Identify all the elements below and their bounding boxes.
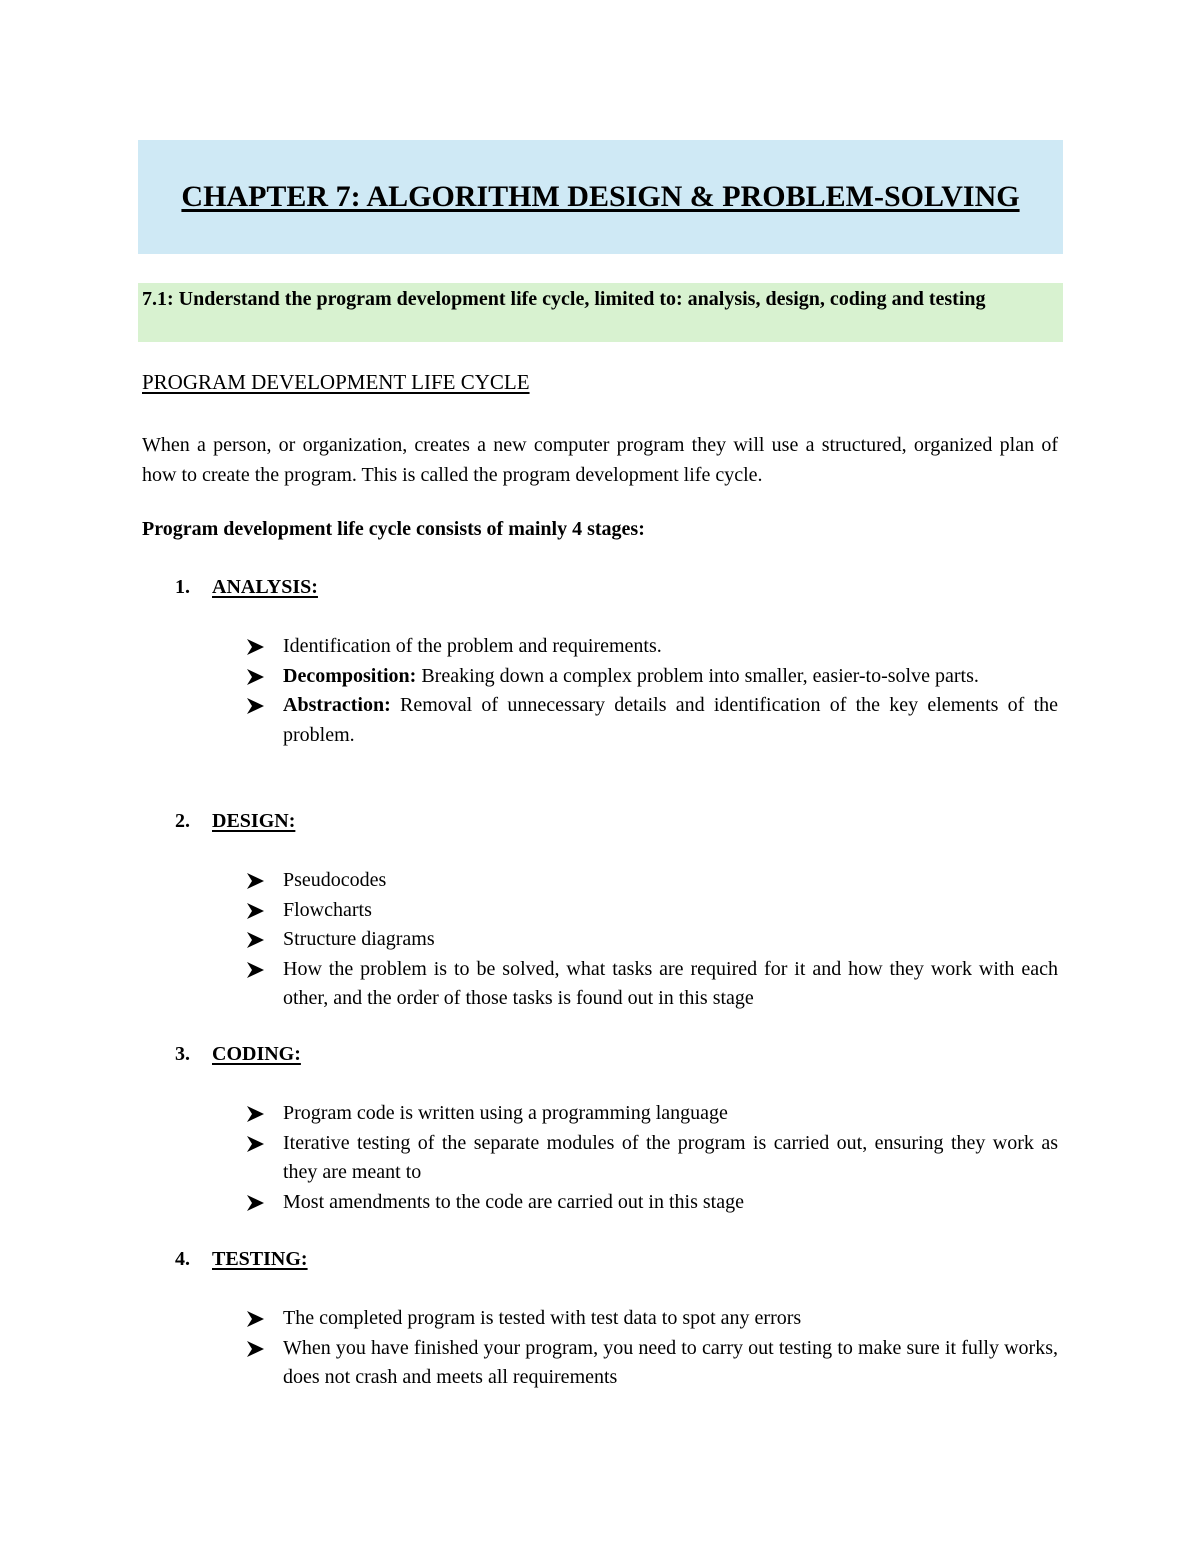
stage-number: 2. [175,810,190,832]
arrowhead-bullet-icon [246,639,264,655]
list-item [246,1188,1058,1218]
chapter-title: CHAPTER 7: ALGORITHM DESIGN & PROBLEM-SOLVING [181,180,1020,213]
chapter-title-banner [138,140,1063,254]
arrowhead-bullet-icon [246,1341,264,1357]
arrowhead-bullet-icon [246,1106,264,1122]
arrowhead-bullet-icon [246,669,264,685]
bullet-term: Abstraction: [283,694,391,716]
arrowhead-bullet-icon [246,962,264,978]
bullet-text: Removal of unnecessary details and identification of the key elements of the problem. [283,694,1058,746]
bullet-text: Program code is written using a programming language [283,1102,728,1124]
stage-heading-design [175,810,295,833]
stage-bullets-analysis [246,632,1058,750]
bullet-text: Structure diagrams [283,928,435,950]
list-item [246,662,1058,692]
stages-lead-text: Program development life cycle consists of mainly 4 stages: [142,518,645,540]
stage-heading-coding [175,1043,301,1066]
stage-title: CODING: [212,1043,301,1065]
list-item [246,896,1058,926]
list-item [246,632,1058,662]
bullet-text: Flowcharts [283,898,372,921]
stage-heading-testing [175,1248,308,1271]
intro-paragraph: When a person, or organization, creates a new computer program they will use a structured, organized plan of how to create the program. This is called the program development life cycle. [142,434,1058,486]
arrowhead-bullet-icon [246,903,264,919]
stage-bullets-testing [246,1304,1058,1393]
stage-bullets-design [246,866,1058,1014]
stage-number: 4. [175,1248,190,1270]
arrowhead-bullet-icon [246,1136,264,1152]
bullet-text: The completed program is tested with test data to spot any errors [283,1307,802,1329]
arrowhead-bullet-icon [246,698,264,714]
arrowhead-bullet-icon [246,932,264,948]
bullet-text: Most amendments to the code are carried out in this stage [283,1190,744,1213]
stage-number: 3. [175,1043,190,1065]
bullet-term: Decomposition: [283,664,417,687]
section-heading: PROGRAM DEVELOPMENT LIFE CYCLE [142,370,530,394]
stage-title: DESIGN: [212,810,296,832]
learning-objective-banner [138,283,1063,342]
stage-number: 1. [175,576,190,598]
list-item [246,925,1058,955]
stage-heading-analysis [175,576,318,599]
bullet-text: Identification of the problem and requirements. [283,635,662,657]
bullet-text: How the problem is to be solved, what tasks are required for it and how they work with each other, and the order of those tasks is found out in this stage [283,957,1058,1009]
list-item [246,1334,1058,1393]
bullet-text: Iterative testing of the separate modules of the program is carried out, ensuring they work as they are meant to [283,1131,1058,1183]
list-item [246,691,1058,750]
list-item [246,1304,1058,1334]
list-item [246,955,1058,1014]
arrowhead-bullet-icon [246,1311,264,1327]
bullet-text: Pseudocodes [283,869,387,891]
stage-title: TESTING: [212,1248,308,1270]
learning-objective: 7.1: Understand the program development life cycle, limited to: analysis, design, coding and testing [142,288,986,310]
list-item [246,866,1058,896]
list-item [246,1099,1058,1129]
bullet-text: When you have finished your program, you need to carry out testing to make sure it fully works, does not crash and meets all requirements [283,1336,1058,1388]
arrowhead-bullet-icon [246,1195,264,1211]
bullet-text: Breaking down a complex problem into smaller, easier-to-solve parts. [416,664,979,687]
stage-title: ANALYSIS: [212,576,318,598]
list-item [246,1129,1058,1188]
stage-bullets-coding [246,1099,1058,1217]
arrowhead-bullet-icon [246,873,264,889]
